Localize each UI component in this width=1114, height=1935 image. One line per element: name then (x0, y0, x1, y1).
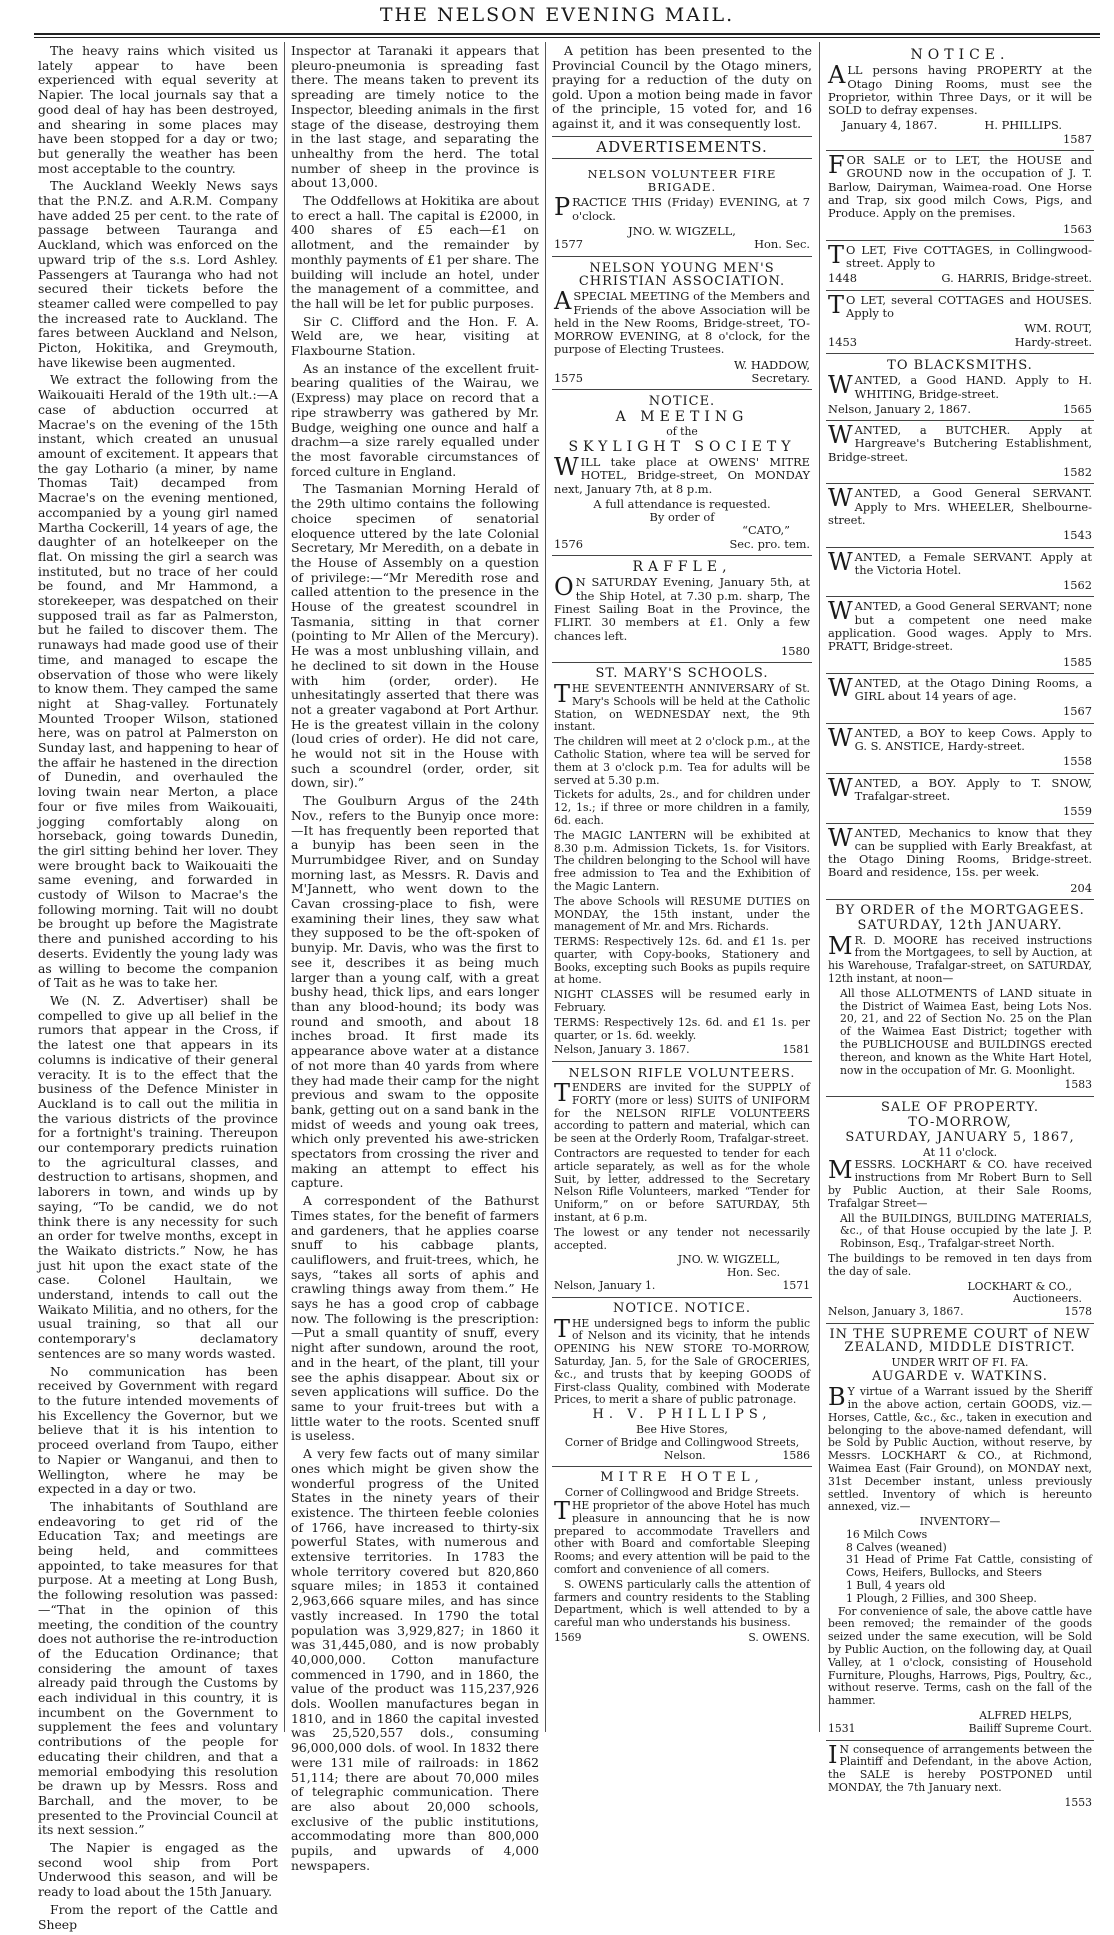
article-paragraph: We extract the following from the Waikouaiti Herald of the 19th ult.:—A case of abduction occurred at Macrae's on the evening of the 15th instant, which created an unusual amount of excitement. It appears that the gay Lothario (a miner, by name Thomas Tait) decamped from Macrae's on the evening mentioned, accompanied by a young girl named Martha Cockerill, 14 years of age, the daughter of an hotelkeeper on the flat. On missing the girl a search was instituted, but no trace of her could be found, and Mr Hammond, a storekeeper, was despatched on their supposed trail as far as Palmerston, but he failed to discover them. The runaways had made good use of their time, and managed to escape the observation of those who were likely to know them. They camped the same night at Shag-valley. Fortunately Mounted Trooper Wilson, stationed here, was on patrol at Palmerston on Sunday last, and happening to hear of the affair he hastened in the direction of Dunedin, and overhauled the loving twain near Merton, a place four or five miles from Waikouaiti, jogging comfortably along on horseback, going towards Dunedin, the girl sitting behind her lover. They were brought back to Waikouaiti the same evening, and forwarded in custody of Wilson to Macrae's the following morning. Tait will no doubt be brought up before the Magistrate there and punished according to his deserts. Evidently the young lady was as willing to become the companion of Tait as he was to take her. (38, 372, 278, 991)
ad-body: TENDERS are invited for the SUPPLY of FORTY (more or less) SUITS of UNIFORM for the NELSON RIFLE VOLUNTEERS according to pattern and material, which can be seen at the Orderly Room, Trafalgar-street. (554, 1079, 810, 1146)
ad-wanted (826, 674, 1094, 724)
ad-number: 1577 (554, 237, 583, 252)
article-paragraph: A petition has been presented to the Provincial Council by the Otago miners, praying for a reduction of the duty on gold. Upon a motion being made in favor of the principle, 15 voted for, and 16 against it, and it was consequently lost. (552, 43, 812, 131)
article-paragraph: We (N. Z. Advertiser) shall be compelled to give up all belief in the rumors that appear in the Cross, if the latest one that appears in its columns is indicative of their general veracity. It is to the effect that the business of the Defence Minister in Auckland is to call out the militia in the various districts of the province for a fortnight's training. Thereupon our contemporary predicts ruination to the agricultural classes, and destruction to artisans, shopmen, and laborers in town, and winds up by saying, “To be candid, we do not think there is any necessity for such an order for twelve months, except in the Waikato districts.” Now, he has just hit upon the exact state of the case. Colonel Haultain, we understand, intends to call out the Waikato Militia, and no others, for the usual training, so that all our contemporary's declamatory sentences are so many words wasted. (38, 993, 278, 1361)
ad-body: The above Schools will RESUME DUTIES on MONDAY, the 15th instant, under the management of Mr. and Mrs. Richards. (554, 894, 810, 934)
ad-subtitle: SKYLIGHT SOCIETY (568, 438, 796, 455)
ad-number: 204 (1070, 880, 1092, 895)
ad-signature: ALFRED HELPS, (979, 1709, 1072, 1723)
ad-body: THE undersigned begs to inform the public of Nelson and its vicinity, that he intends OPENING his NEW STORE TO-MORROW, Saturday, Jan. 5, for the Sale of GROCERIES, &c., and trusts that by keeping GOODS of First-class Quality, combined with Moderate Prices, to merit a share of public patronage. (554, 1314, 810, 1407)
ad-to-let-houses (826, 291, 1094, 354)
ad-body: WANTED, a BOY. Apply to T. SNOW, Trafalgar-street. (828, 773, 1092, 803)
ad-title: SALE OF PROPERTY. (880, 1100, 1040, 1116)
ad-title: BY ORDER of the MORTGAGEES. (835, 903, 1085, 919)
ad-wanted (826, 484, 1094, 547)
ad-body: All those ALLOTMENTS of LAND situate in the District of Waimea East, being Lots Nos. 20, 21, and 22 of Section No. 25 on the Plan of the Waimea East District; together with the PUBLICHOUSE and BUILDINGS erected thereon, and known as the White Hart Hotel, now in the occupation of Mr. G. Moonlight. (840, 986, 1092, 1077)
ad-number: 1558 (1063, 754, 1092, 769)
ad-body: BY virtue of a Warrant issued by the Sheriff in the above action, certain GOODS, viz.—Horses, Cattle, &c., &c., taken in execution and belonging to the above-named defendant, will be Sold by Public Auction, without reserve, by Messrs. LOCKHART & CO., at Richmond, Waimea East (Fair Ground), on MONDAY next, 31st December instant, unless previously settled. Inventory of which is hereunto annexed, viz.— (828, 1383, 1092, 1514)
ad-body: ASPECIAL MEETING of the Members and Friends of the above Association will be held in the New Rooms, Bridge-street, TO-MORROW EVENING, at 8 o'clock, for the purpose of Electing Trustees. (554, 287, 810, 357)
ad-signature: H. V. PHILLIPS, (592, 1407, 772, 1423)
ad-subtitle: of the (666, 424, 698, 438)
article-paragraph: The Oddfellows at Hokitika are about to erect a hall. The capital is £2000, in 400 shares of £5 each—£1 on allotment, and the remainder by monthly payments of £1 per share. The building will include an hotel, under the management of a committee, and the hall will be let for public purposes. (291, 193, 539, 311)
ad-body: MESSRS. LOCKHART & CO. have received instructions from Mr Robert Burn to Sell by Public Auction, at their Sale Rooms, Trafalgar Street— (828, 1156, 1092, 1210)
masthead-rule-thin (34, 37, 1100, 38)
ad-title: IN THE SUPREME COURT of NEW ZEALAND, MIDDLE DISTRICT. (829, 1326, 1091, 1355)
ad-number: 1448 (828, 271, 857, 286)
ad-number: 1553 (1064, 1795, 1092, 1809)
article-paragraph: The Goulburn Argus of the 24th Nov., refers to the Bunyip once more:—It has frequently been reported that a bunyip has been seen in the Murrumbidgee River, and on Sunday morning last, as Messrs. R. Davis and M'Jannett, who went down to the Cavan crossing-place to fish, were examining their lines, they saw what they supposed to be the oft-spoken of bunyip. Mr. Davis, who was the first to see it, describes it as being much larger than a young calf, with a great bushy head, thick lips, and ears longer than any blood-hound; its body was round and smooth, and about 18 inches broad. It first made its appearance above water at a distance of not more than 40 yards from where they had made their camp for the night previous and swam to the opposite bank, getting out on a sand bank in the midst of weeds and young oak trees, which only prevented his awe-stricken spectators from crossing the river and making an attempt to effect his capture. (291, 793, 539, 1191)
inventory-item: 31 Head of Prime Fat Cattle, consisting of Cows, Heifers, Bullocks, and Steers (846, 1553, 1092, 1580)
ad-wanted (826, 824, 1094, 900)
ad-signature: S. OWENS. (748, 1630, 810, 1644)
ad-subtitle: TO-MORROW, (908, 1114, 1012, 1130)
ad-body: WILL take place at OWENS' MITRE HOTEL, Bridge-street, On MONDAY next, January 7th, at 8 p.m. (554, 453, 810, 496)
ad-number: 1531 (828, 1721, 856, 1735)
masthead: THE NELSON EVENING MAIL. (379, 4, 735, 26)
ads-column-3 (552, 44, 812, 1649)
ad-subtitle: Corner of Collingwood and Bridge Streets. (564, 1486, 800, 1500)
ad-wanted (826, 548, 1094, 598)
ad-body: TERMS: Respectively 12s. 6d. and £1 1s. per quarter, with Copy-books, Stationery and Books, excepting such Books as pupils require at home. (554, 935, 810, 987)
ad-subtitle: A MEETING (615, 408, 749, 425)
ad-skylight-society (552, 390, 812, 556)
ad-signature: “CATO,” (742, 523, 790, 538)
ad-number: 1582 (1063, 465, 1092, 480)
ad-body: TO LET, several COTTAGES and HOUSES. Apply to (828, 290, 1092, 321)
ad-signature: H. PHILLIPS. (984, 118, 1062, 133)
ad-title: NELSON VOLUNTEER FIRE BRIGADE. (587, 166, 777, 195)
ad-ymca (552, 257, 812, 391)
ad-notice-phillips (552, 1298, 812, 1468)
ad-text: By order of (649, 510, 715, 525)
ad-text: Nelson. (664, 1448, 706, 1462)
ad-date: Nelson, January 3, 1867. (828, 1305, 964, 1319)
inventory-item: 8 Calves (weaned) (846, 1540, 947, 1554)
ad-wanted (826, 774, 1094, 824)
ad-body: WANTED, a Good General SERVANT. Apply to Mrs. WHEELER, Shelbourne-street. (828, 484, 1092, 527)
ad-wanted (826, 421, 1094, 484)
ad-title: NOTICE. NOTICE. (613, 1300, 751, 1316)
ad-body: PRACTICE THIS (Friday) EVENING, at 7 o'clock. (554, 193, 810, 223)
article-paragraph: From the report of the Cattle and Sheep (38, 1901, 278, 1932)
ad-text: Bee Hive Stores, (636, 1422, 728, 1436)
ad-body: THE proprietor of the above Hotel has much pleasure in announcing that he is now prepared to accommodate Travellers and other with Board and comfortable Sleeping Rooms; and every attention will be paid to the comfort and convenience of all comers. (554, 1496, 810, 1576)
ad-subtitle: SATURDAY, 12th JANUARY. (857, 917, 1063, 933)
ad-title: NOTICE. (648, 394, 716, 410)
ad-signature: W. HADDOW, (733, 357, 810, 372)
ad-signature-role: Secretary. (751, 371, 810, 386)
ad-body: IN consequence of arrangements between the Plaintiff and Defendant, in the above Action, the SALE is hereby POSTPONED until MONDAY, the 7th January next. (828, 1740, 1092, 1795)
ad-text: A full attendance is requested. (593, 496, 771, 511)
ad-body: WANTED, a Good HAND. Apply to H. WHITING, Bridge-street. (828, 371, 1092, 401)
ad-signature: JNO. W. WIGZELL, (628, 224, 736, 239)
article-paragraph: No communication has been received by Government with regard to the future intended movements of his Excellency the Governor, but we believe that it is his intention to proceed overland from Taupo, either to Napier or Wanganui, and then to Wellington, where he may be expected in a day or two. (38, 1363, 278, 1497)
ad-date: Nelson, January 1. (554, 1279, 656, 1293)
ad-body: MR. D. MOORE has received instructions from the Mortgagees, to sell by Auction, at his Warehouse, Trafalgar-street, on SATURDAY, 12th instant, at noon— (828, 931, 1092, 986)
ad-body: For convenience of sale, the above cattle have been removed; the remainder of the goods seized under the same execution, will be Sold by Public Auction, on the following day, at Quail Valley, at 1 o'clock, consisting of Household Furniture, Ploughs, Harrows, Pigs, Poultry, &c., without reserve. Terms, cash on the fall of the hammer. (828, 1604, 1092, 1708)
ad-body: The MAGIC LANTERN will be exhibited at 8.30 p.m. Admission Tickets, 1s. for Visitors. The children belonging to the School will have free admission to Tea and the Exhibition of the Magic Lantern. (554, 828, 810, 893)
ad-title: ST. MARY'S SCHOOLS. (595, 666, 769, 682)
ad-text: INVENTORY— (919, 1515, 1001, 1529)
ad-number: 1563 (1063, 221, 1092, 236)
article-paragraph: Sir C. Clifford and the Hon. F. A. Weld are, we hear, visiting at Flaxbourne Station. (291, 313, 539, 359)
ad-supreme-court (826, 1324, 1094, 1741)
article-paragraph: The Napier is engaged as the second wool ship from Port Underwood this season, and will be ready to load about the 15th January. (38, 1840, 278, 1900)
masthead-rule (34, 33, 1100, 35)
ad-body: THE SEVENTEENTH ANNIVERSARY of St. Mary's Schools will be held at the Catholic Station, on WEDNESDAY next, the 9th instant. (554, 679, 810, 734)
ad-number: 1571 (782, 1279, 810, 1293)
article-paragraph: The heavy rains which visited us lately appear to have been experienced with equal severity at Napier. The local journals say that a good deal of hay has been destroyed, and shearing in some places may have been stopped for a day or two; but generally the weather has been most acceptable to the country. (38, 43, 278, 176)
news-column-2 (291, 44, 539, 1876)
ad-body: The buildings to be removed in ten days from the day of sale. (828, 1251, 1092, 1278)
ad-signature-role: Bailiff Supreme Court. (968, 1721, 1092, 1735)
ad-signature-role: Hon. Sec. (754, 237, 810, 252)
ad-date: Nelson, January 3. 1867. (554, 1043, 690, 1057)
ad-number: 1569 (554, 1630, 582, 1644)
ad-body: NIGHT CLASSES will be resumed early in February. (554, 988, 810, 1015)
ad-date: Nelson, January 2, 1867. (828, 401, 972, 416)
ad-body: All the BUILDINGS, BUILDING MATERIALS, &c., of that House occupied by the late J. P. Robinson, Esq., Trafalgar-street North. (840, 1211, 1092, 1251)
ad-body: ALL persons having PROPERTY at the Otago Dining Rooms, must see the Proprietor, within Three Days, or it will be SOLD to defray expenses. (828, 61, 1092, 118)
ad-fire-brigade (552, 163, 812, 257)
ad-notice-property (826, 44, 1094, 151)
ad-sale-of-property (826, 1097, 1094, 1324)
ad-number: 1575 (554, 371, 583, 386)
ad-body: WANTED, a Good General SERVANT; none but a competent one need make application. Good wages. Apply to Mrs. PRATT, Bridge-street. (828, 597, 1092, 654)
article-paragraph: As an instance of the excellent fruit-bearing qualities of the Wairau, we (Express) may place on record that a ripe strawberry was gathered by Mr. Budge, weighing one ounce and half a drachm—a size rarely equalled under the most favorable circumstances of forced culture in England. (291, 360, 539, 479)
ad-wanted (826, 724, 1094, 774)
ad-body: WANTED, a BOY to keep Cows. Apply to G. S. ANSTICE, Hardy-street. (828, 723, 1092, 754)
ad-body: The children will meet at 2 o'clock p.m., at the Catholic Station, where tea will be served for them at 3 o'clock p.m. Tea for adults will be served at 5.30 p.m. (554, 735, 810, 787)
ads-column-4 (826, 44, 1094, 1814)
ad-signature: JNO. W. WIGZELL, (677, 1253, 780, 1267)
article-paragraph: The Tasmanian Morning Herald of the 29th ultimo contains the following choice specimen of senatorial eloquence uttered by the late Colonial Secretary, Mr Meredith, on a debate in the House of Assembly on a question of privilege:—“Mr Meredith rose and called attention to the presence in the House of the greatest scoundrel in Tasmania, sitting in that corner (pointing to Mr Allen of the Mercury). He was a most unblushing villain, and he declined to sit down in the House with him (order, order). He unhesitatingly asserted that there was not a greater vagabond at Port Arthur. He is the greatest villain in the colony (loud cries of order). He did not care, he would not sit in the House with such a scoundrel (order, order, sit down, sir).” (291, 481, 539, 791)
ad-body: FOR SALE or to LET, the HOUSE and GROUND now in the occupation of J. T. Barlow, Dairyman, Waimea-road. One Horse and Trap, six good milch Cows, Pigs, and Produce. Apply on the premises. (828, 151, 1092, 221)
ad-signature-role: Hardy-street. (1014, 334, 1092, 349)
column-divider (284, 42, 285, 1732)
ad-subtitle: UNDER WRIT OF FI. FA. (891, 1355, 1029, 1369)
ad-body: The lowest or any tender not necessarily accepted. (554, 1225, 810, 1252)
ad-number: 1543 (1063, 528, 1092, 543)
article-paragraph: The inhabitants of Southland are endeavoring to get rid of the Education Tax; and meetings are being held, and committees appointed, to take measures for that purpose. At a meeting at Long Bush, the following resolution was passed:—“That in the opinion of this meeting, the condition of the country does not authorise the re-introduction of the Education Ordinance; that considering the amount of taxes already paid through the Customs by each individual in this country, it is incumbent on the Government to supplement the fees and voluntary contributions of the people for educating their children, and that a memorial embodying this resolution be drawn up by Messrs. Ross and Barchall, and the mover, to be presented to the Provincial Council at its next session.” (38, 1498, 278, 1838)
ad-number: 1559 (1063, 804, 1092, 819)
article-paragraph: A correspondent of the Bathurst Times states, for the benefit of farmers and gardeners, that he applies coarse snuff to his cabbage plants, cauliflowers, and fruit-trees, which, he says, “takes all sorts of aphis and crawling things away from them.” He says he has a good crop of cabbage now. The following is the prescription:—Put a small quantity of snuff, every night after sundown, around the root, and in the heart, of the plant, till your see the aphis disappear. About six or seven applications will suffice. Do the same to your fruit-trees but with a little water to the roots. Scented snuff is useless. (291, 1193, 539, 1444)
ad-body: WANTED, a BUTCHER. Apply at Hargreave's Butchering Establishment, Bridge-street. (828, 421, 1092, 464)
ad-title: NOTICE. (910, 47, 1010, 63)
ad-number: 1453 (828, 334, 857, 349)
ad-signature-role: Auctioneers. (1013, 1292, 1082, 1306)
ad-body: WANTED, at the Otago Dining Rooms, a GIRL about 14 years of age. (828, 673, 1092, 704)
inventory-item: 1 Plough, 2 Fillies, and 300 Sheep. (846, 1591, 1037, 1605)
ad-signature: LOCKHART & CO., (967, 1279, 1072, 1293)
ad-number: 1585 (1063, 654, 1092, 669)
ad-number: 1576 (554, 536, 583, 551)
section-heading: ADVERTISEMENTS. (596, 137, 768, 156)
ad-wanted (826, 597, 1094, 673)
ad-body: S. OWENS particularly calls the attention of farmers and country residents to the Stabling Department, which is well attended to by a careful man who understands his business. (554, 1577, 810, 1630)
ad-body: WANTED, Mechanics to know that they can be supplied with Early Breakfast, at the Otago Dining Rooms, Bridge-street. Board and residence, 15s. per week. (828, 823, 1092, 880)
ad-mortgagees-sale (826, 900, 1094, 1097)
inventory-item: 16 Milch Cows (846, 1527, 928, 1541)
ad-body: WANTED, a Female SERVANT. Apply at the Victoria Hotel. (828, 547, 1092, 577)
ad-raffle (552, 556, 812, 663)
ad-mitre-hotel (552, 1467, 812, 1648)
ad-body: Contractors are requested to tender for each article separately, as well as for the whole Suit, by letter, addressed to the Secretary Nelson Rifle Volunteers, marked “Tender for Uniform,” on or before SATURDAY, 5th instant, at 6 p.m. (554, 1147, 810, 1225)
ad-st-marys-schools (552, 663, 812, 1062)
ad-text: Corner of Bridge and Collingwood Streets, (564, 1435, 800, 1449)
ad-body: ON SATURDAY Evening, January 5th, at the Ship Hotel, at 7.30 p.m. sharp, The Finest Sailing Boat in the Province, the FLIRT. 30 members at £1. Only a few chances left. (554, 573, 810, 643)
column-divider (545, 42, 546, 1732)
ad-title: TO BLACKSMITHS. (887, 357, 1033, 373)
ad-for-sale (826, 151, 1094, 241)
ad-number: 1580 (781, 643, 810, 658)
inventory-item: 1 Bull, 4 years old (846, 1579, 946, 1593)
ad-body: Tickets for adults, 2s., and for children under 12, 1s.; if three or more children in a family, 6d. each. (554, 788, 810, 827)
article-paragraph: The Auckland Weekly News says that the P.N.Z. and A.R.M. Company have added 25 per cent. to the rate of passage between Tauranga and Auckland, which was enforced on the upward trip of the s.s. Lord Ashley. Passengers at Tauranga who had not secured their tickets before the steamer called were compelled to pay the increased rate to Auckland. The fares between Auckland and Nelson, Picton, Hokitika, and Greymouth, have likewise been augmented. (38, 178, 278, 370)
ad-title: NELSON RIFLE VOLUNTEERS. (568, 1065, 796, 1081)
ad-postponed (826, 1741, 1094, 1814)
ad-date: January 4, 1867. (842, 118, 938, 133)
ad-number: 1562 (1063, 578, 1092, 593)
column-divider (819, 42, 820, 1732)
ad-blacksmiths (826, 354, 1094, 421)
ad-number: 1586 (782, 1448, 810, 1462)
divider (552, 158, 812, 159)
ad-subtitle: SATURDAY, JANUARY 5, 1867, (845, 1129, 1075, 1145)
ad-title: RAFFLE, (632, 559, 732, 576)
ad-subtitle: AUGARDE v. WATKINS. (872, 1369, 1048, 1385)
ad-signature-role: Hon. Sec. (727, 1266, 780, 1280)
ad-number: 1565 (1063, 401, 1092, 416)
ad-title: NELSON YOUNG MEN'S CHRISTIAN ASSOCIATION. (578, 260, 786, 289)
ad-number: 1587 (1063, 131, 1092, 146)
ad-number: 1567 (1063, 704, 1092, 719)
ad-body: TO LET, Five COTTAGES, in Collingwood-street. Apply to (828, 240, 1092, 271)
ad-body: TERMS: Respectively 12s. 6d. and £1 1s. per quarter, or 1s. 6d. weekly. (554, 1015, 810, 1042)
ad-subtitle: At 11 o'clock. (922, 1145, 998, 1159)
ad-signature-role: Sec. pro. tem. (729, 536, 810, 551)
ad-title: MITRE HOTEL, (600, 1470, 764, 1486)
article-paragraph: A very few facts out of many similar ones which might be given show the wonderful progress of the United States in the ninety years of their existence. The thirteen feeble colonies of 1766, have increased to thirty-six powerful States, with numerous and extensive territories. In 1783 the whole territory covered but 820,860 square miles; in 1853 it contained 2,963,666 square miles, and has since vastly increased. In 1790 the total population was 3,929,827; in 1860 it was 31,445,080, and is now probably 40,000,000. Cotton manufacture commenced in 1790, and in 1860, the value of the product was 115,237,926 dols. Woollen manufactures began in 1810, and in 1860 the capital invested was 25,520,557 dols., consuming 96,000,000 dols. of wool. In 1832 there were 131 mile of railroads: in 1862 51,114; there are about 70,000 miles of telegraphic communication. There are also about 20,000 schools, exclusive of the public institutions, accommodating more than 800,000 pupils, and upwards of 4,000 newspapers. (291, 1446, 539, 1873)
article-paragraph: Inspector at Taranaki it appears that pleuro-pneumonia is spreading fast there. The means taken to prevent its spreading are timely notice to the Inspector, bleeding animals in the first stage of the disease, destroying them in the last stage, and separating the unhealthy from the herd. The total number of sheep in the province is about 13,000. (291, 43, 539, 191)
ad-number: 1581 (782, 1043, 810, 1057)
ad-number: 1578 (1064, 1305, 1092, 1319)
ad-signature: G. HARRIS, Bridge-street. (941, 271, 1092, 286)
ad-signature: WM. ROUT, (1024, 321, 1092, 336)
ad-number: 1583 (1064, 1078, 1092, 1092)
news-column-1 (38, 44, 278, 1935)
ad-rifle-volunteers (552, 1062, 812, 1298)
ad-to-let-cottages (826, 241, 1094, 291)
divider (552, 136, 812, 137)
